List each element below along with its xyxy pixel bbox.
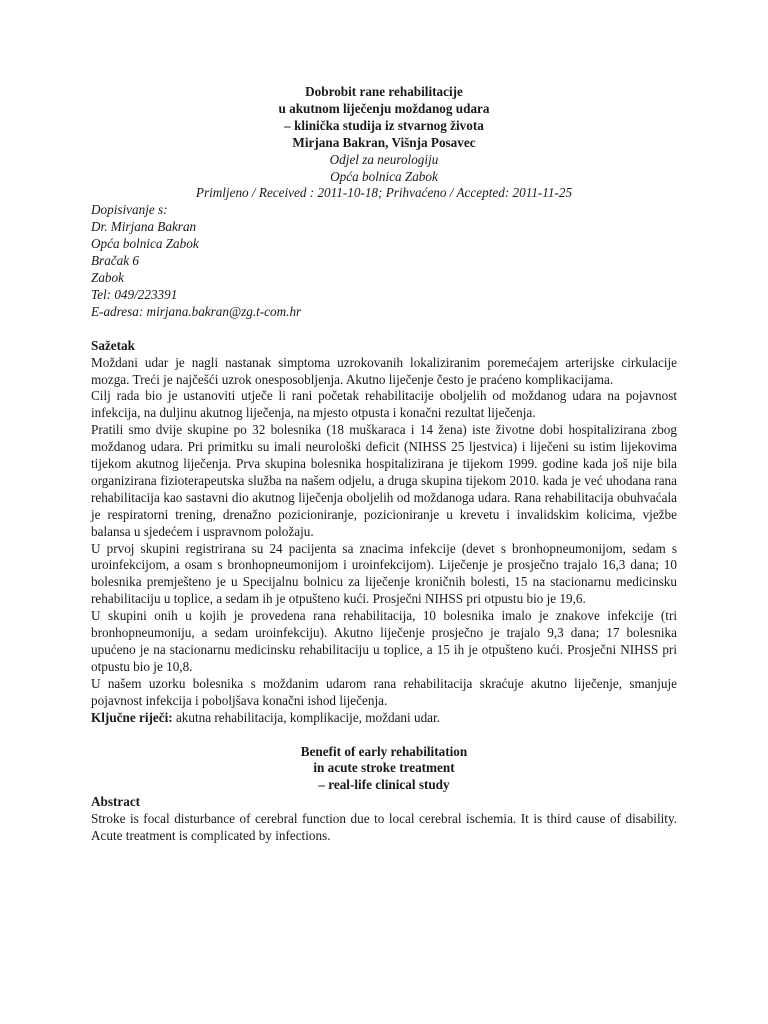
received-accepted-dates: Primljeno / Received : 2011-10-18; Prihvaćeno / Accepted: 2011-11-25 <box>195 185 573 201</box>
title-en-line3: – real-life clinical study <box>318 777 450 793</box>
title-en-line2: in acute stroke treatment <box>313 760 455 776</box>
correspondence-city: Zabok <box>91 269 124 285</box>
correspondence-name: Dr. Mirjana Bakran <box>91 219 197 235</box>
sazetak-paragraph-5: U skupini onih u kojih je provedena rana rehabilitacija, 10 bolesnika imalo je znakove infekcije (tri bronhopneumoniju, a sedam uroinfekciju). Akutno liječenje prosječno je trajalo 9,3 dana; 17 bolesnika upućeno je na stacionarnu medicinsku rehabilitaciju u toplice, a 15 ih je otpušteno kući. Prosječni NIHSS pri otpustu bio je 10,8. <box>91 608 677 674</box>
title-en-line1: Benefit of early rehabilitation <box>300 743 468 759</box>
keywords-text: akutna rehabilitacija, komplikacije, moždani udar. <box>175 709 440 725</box>
abstract-paragraph-1: Stroke is focal disturbance of cerebral function due to local cerebral ischemia. It is third cause of disability. Acute treatment is complicated by infections. <box>91 811 677 844</box>
correspondence-hospital: Opća bolnica Zabok <box>91 236 199 252</box>
keywords-label: Ključne riječi: <box>91 709 173 725</box>
title-hr-line2: u akutnom liječenju moždanog udara <box>278 100 490 116</box>
abstract-heading: Abstract <box>91 794 141 810</box>
correspondence-tel: Tel: 049/223391 <box>91 286 178 302</box>
keywords-line <box>91 710 677 727</box>
title-hr-line3: – klinička studija iz stvarnog života <box>284 117 484 133</box>
sazetak-heading: Sažetak <box>91 337 135 353</box>
correspondence-street: Bračak 6 <box>91 253 139 269</box>
sazetak-paragraph-6: U našem uzorku bolesnika s moždanim udarom rana rehabilitacija skraćuje akutno liječenje, smanjuje pojavnost infekcija i poboljšava konačni ishod liječenja. <box>91 675 677 708</box>
sazetak-paragraph-3: Pratili smo dvije skupine po 32 bolesnika (18 muškaraca i 14 žena) iste životne dobi hospitalizirana zbog moždanog udara. Pri primitku su imali neurološki deficit (NIHSS 25 ljestvica) i liječeni su istim lijekovima tijekom akutnog liječenja. Prva skupina bolesnika hospitalizirana je tijekom 1999. godine kada još nije bila organizirana fizioterapeutska služba na našem odjelu, a druga skupina tijekom 2010. kada je već uhodana rana rehabilitacija kao sastavni dio akutnog liječenja oboljelih od moždanoga udara. Rana rehabilitacija obuhvaćala je respiratorni trening, drenažno pozicioniranje, pozicioniranje u krevetu i invalidskim kolicima, vježbe balansa u sjedećem i uspravnom položaju. <box>91 422 677 539</box>
sazetak-paragraph-4: U prvoj skupini registrirana su 24 pacijenta sa znacima infekcije (devet s bronhopneumonijom, sedam s uroinfekcijom, a osam s bronhopneumonijom i uroinfekcijom). Liječenje je prosječno trajalo 16,3 dana; 10 bolesnika premješteno je u Specijalnu bolnicu za liječenje kroničnih bolesti, 15 na stacionarnu medicinsku rehabilitaciju u toplice, a sedam ih je otpušteno kući. Prosječni NIHSS pri otpustu bio je 19,6. <box>91 540 677 607</box>
sazetak-paragraph-1: Moždani udar je nagli nastanak simptoma uzrokovanih lokaliziranim poremećajem arterijske cirkulacije mozga. Treći je najčešći uzrok onesposobljenja. Akutno liječenje često je praćeno komplikacijama. <box>91 354 677 387</box>
sazetak-paragraph-2: Cilj rada bio je ustanoviti utječe li rani početak rehabilitacije oboljelih od moždanog udara na pojavnost infekcija, na duljinu akutnog liječenja, na mjesto otpusta i konačni rezultat liječenja. <box>91 388 677 421</box>
correspondence-email: E-adresa: mirjana.bakran@zg.t-com.hr <box>91 303 302 319</box>
title-hr-line1: Dobrobit rane rehabilitacije <box>305 84 463 99</box>
affiliation-department: Odjel za neurologiju <box>329 151 439 167</box>
affiliation-hospital: Opća bolnica Zabok <box>330 168 438 184</box>
authors: Mirjana Bakran, Višnja Posavec <box>292 134 476 150</box>
correspondence-heading: Dopisivanje s: <box>91 202 168 218</box>
